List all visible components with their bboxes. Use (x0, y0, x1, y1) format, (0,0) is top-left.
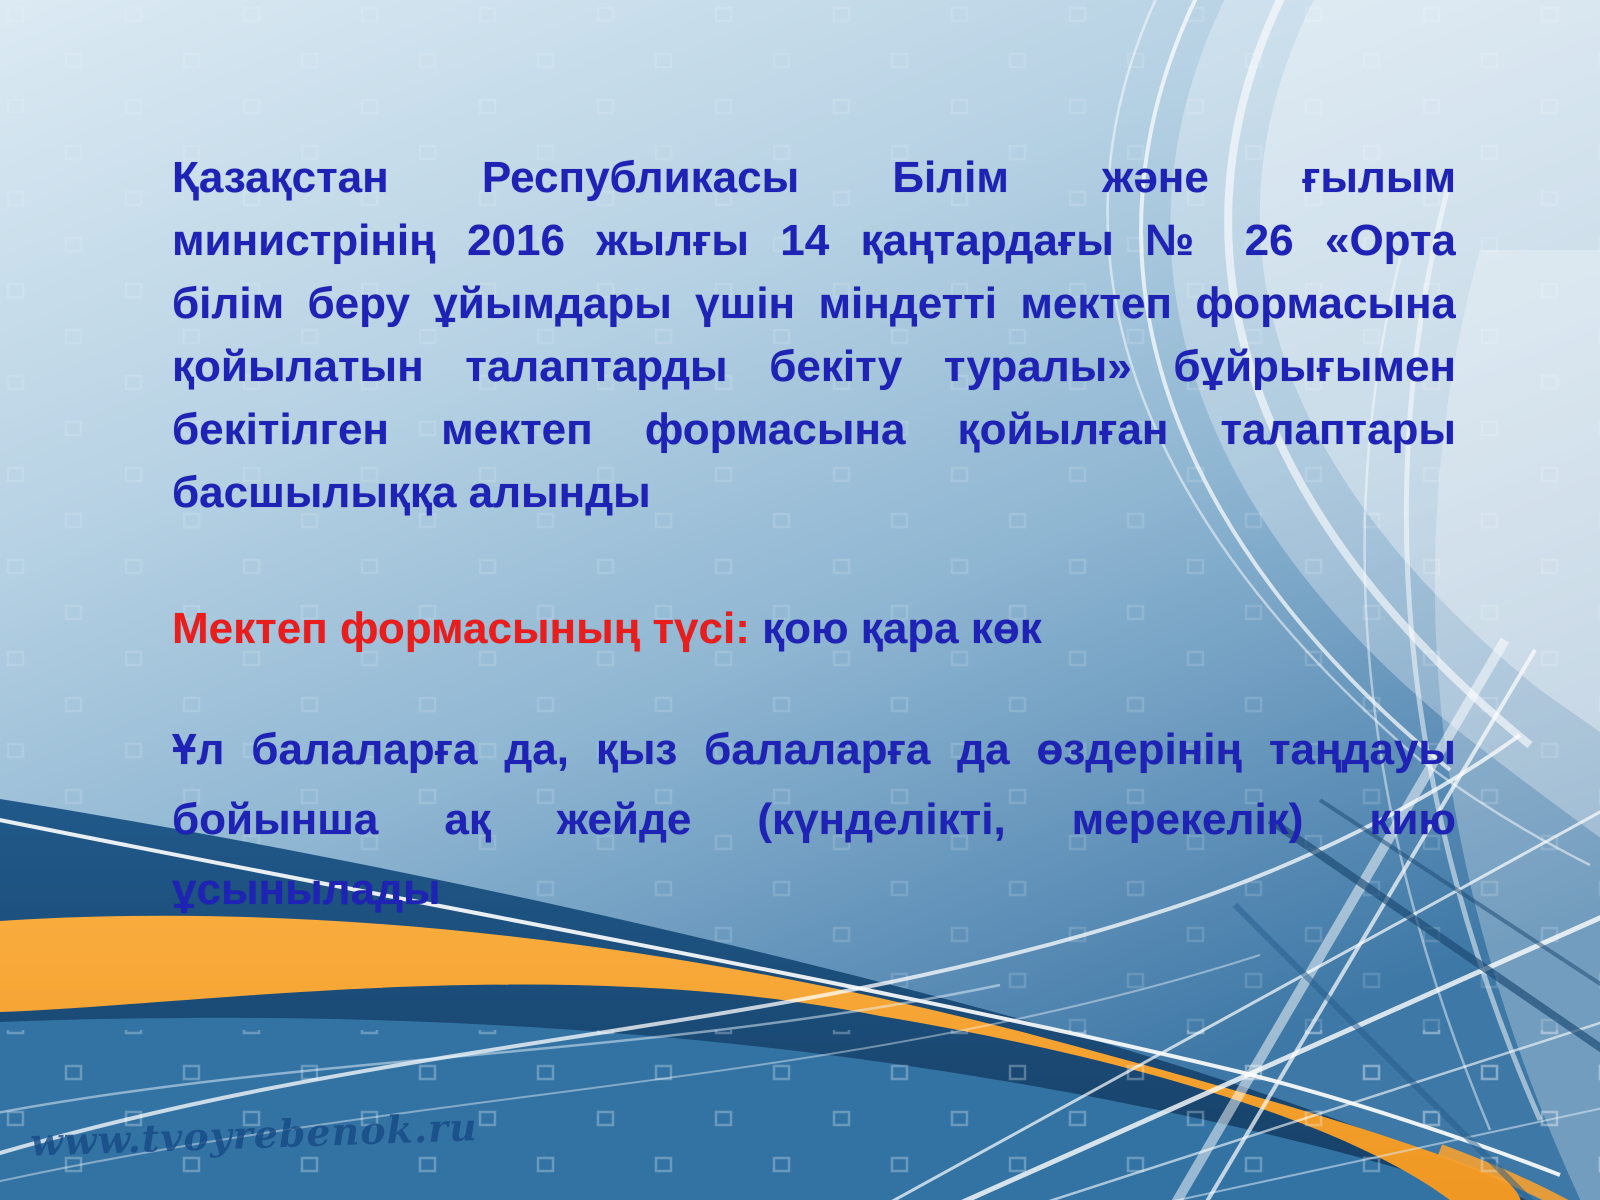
uniform-color-line (172, 597, 1456, 660)
watermark-url: www.tvoyrebenok.ru (29, 1104, 479, 1165)
decree-line-1: Қазақстан Республикасы Білім және ғылым (172, 153, 1456, 202)
decree-line-5: бекітілген мектеп формасына қойылған талаптары (172, 405, 1456, 454)
shirt-line-1: Ұл балаларға да, қыз балаларға да өздерінің таңдауы (172, 725, 1456, 774)
shirt-line-3: ұсынылады (172, 865, 441, 914)
slide-text-block (172, 146, 1456, 925)
paragraph-shirt (172, 715, 1456, 925)
paragraph-decree (172, 146, 1456, 524)
shirt-line-2: бойынша ақ жейде (күнделікті, мерекелік) кию (172, 795, 1456, 844)
decree-line-3: білім беру ұйымдары үшін міндетті мектеп формасына (172, 279, 1456, 328)
decree-line-6: басшылыққа алынды (172, 468, 651, 517)
uniform-color-value: қою қара көк (762, 604, 1042, 653)
decree-line-2: министрінің 2016 жылғы 14 қаңтардағы № 26 «Орта (172, 216, 1456, 265)
decree-line-4: қойылатын талаптарды бекіту туралы» бұйрығымен (172, 342, 1456, 391)
uniform-color-label: Мектеп формасының түсі: (172, 604, 763, 653)
